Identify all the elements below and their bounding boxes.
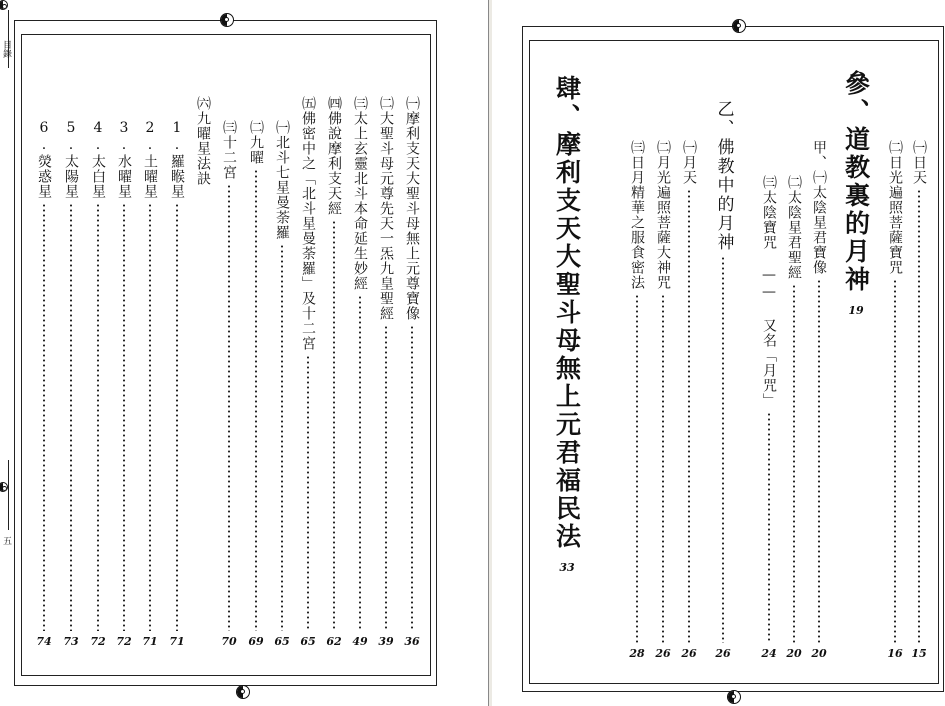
toc-entry-title: ㈠摩利支天大聖斗母無上元尊寶像 bbox=[404, 96, 420, 321]
toc-entry bbox=[785, 175, 803, 660]
toc-entry-title: 4.太白星 bbox=[90, 120, 106, 199]
yinyang-icon bbox=[236, 685, 250, 699]
toc-entry-title: 5.太陽星 bbox=[63, 120, 79, 199]
toc-entry bbox=[273, 120, 291, 648]
toc-page-number: 70 bbox=[221, 635, 237, 648]
yinyang-icon bbox=[0, 0, 8, 10]
toc-page-number: 16 bbox=[887, 647, 903, 660]
toc-page-number: 74 bbox=[36, 635, 52, 648]
dot-leader bbox=[228, 184, 230, 631]
dot-leader bbox=[662, 294, 664, 643]
toc-page-number: 49 bbox=[352, 635, 368, 648]
dot-leader bbox=[307, 355, 309, 631]
toc-entry bbox=[910, 140, 928, 660]
dot-leader bbox=[255, 169, 257, 631]
dot-leader bbox=[411, 325, 413, 631]
dot-leader bbox=[176, 203, 178, 631]
toc-entry-title: 3.水曜星 bbox=[116, 120, 132, 199]
toc-page-number: 71 bbox=[142, 635, 158, 648]
toc-entry bbox=[760, 175, 778, 660]
toc-page-number: 65 bbox=[300, 635, 316, 648]
page-frame-inner bbox=[529, 40, 939, 684]
toc-page-number: 28 bbox=[629, 647, 645, 660]
toc-page-number: 24 bbox=[761, 647, 777, 660]
toc-page-number: 19 bbox=[848, 304, 864, 317]
dot-leader bbox=[43, 203, 45, 631]
dot-leader bbox=[636, 294, 638, 643]
toc-entry-title: ㈣佛說摩利支天經 bbox=[326, 96, 342, 216]
toc-entry bbox=[351, 96, 369, 648]
toc-entry-title: 乙、佛教中的月神 bbox=[713, 100, 734, 252]
toc-entry-title: ㈥九曜星法訣 bbox=[195, 96, 211, 186]
toc-page-number: 36 bbox=[404, 635, 420, 648]
toc-entry bbox=[403, 96, 421, 648]
toc-entry-title: ㈡大聖斗母元尊先天一炁九皇聖經 bbox=[378, 96, 394, 321]
toc-entry bbox=[377, 96, 395, 648]
toc-entry-title: ㈡日光遍照菩薩寶咒 bbox=[887, 140, 903, 275]
dot-leader bbox=[281, 244, 283, 631]
toc-page-number: 72 bbox=[116, 635, 132, 648]
toc-page-number: 72 bbox=[90, 635, 106, 648]
toc-entry-title: 肆、摩利支天大聖斗母無上元君福民法 bbox=[552, 75, 582, 551]
yinyang-icon bbox=[727, 690, 741, 704]
toc-entry-title: ㈡九曜 bbox=[248, 120, 264, 165]
toc-entry bbox=[299, 96, 317, 648]
toc-entry-title: 2.土曜星 bbox=[142, 120, 158, 199]
toc-entry-title: ㈠北斗七星曼荼羅 bbox=[274, 120, 290, 240]
toc-entry-title: 1.羅睺星 bbox=[169, 120, 185, 199]
dot-leader bbox=[818, 279, 820, 643]
dot-leader bbox=[918, 189, 920, 643]
dot-leader bbox=[359, 295, 361, 631]
toc-entry bbox=[680, 140, 698, 660]
dot-leader bbox=[149, 203, 151, 631]
toc-page-number: 65 bbox=[274, 635, 290, 648]
dot-leader bbox=[70, 203, 72, 631]
toc-page-number: 26 bbox=[715, 647, 731, 660]
dot-leader bbox=[768, 412, 770, 643]
toc-page-number: 62 bbox=[326, 635, 342, 648]
toc-entry bbox=[810, 140, 828, 660]
toc-page-number: 20 bbox=[786, 647, 802, 660]
toc-entry bbox=[247, 120, 265, 648]
toc-page-number: 26 bbox=[655, 647, 671, 660]
side-tab-top bbox=[0, 10, 9, 68]
dot-leader bbox=[333, 220, 335, 631]
toc-entry bbox=[220, 120, 238, 648]
toc-entry bbox=[141, 120, 159, 648]
yinyang-icon bbox=[220, 13, 234, 27]
toc-entry-title: ㈢日月精華之服食密法 bbox=[629, 140, 645, 290]
side-label: 目錄 bbox=[1, 40, 11, 58]
toc-page-number: 71 bbox=[169, 635, 185, 648]
toc-entry bbox=[628, 140, 646, 660]
dot-leader bbox=[688, 189, 690, 643]
side-tab-bottom bbox=[0, 460, 9, 530]
toc-entry-title: ㈡月光遍照菩薩大神咒 bbox=[655, 140, 671, 290]
toc-entry bbox=[62, 120, 80, 648]
toc-page-number: 33 bbox=[559, 561, 575, 574]
toc-entry-title: ㈢太上玄靈北斗本命延生妙經 bbox=[352, 96, 368, 291]
toc-entry bbox=[654, 140, 672, 660]
dot-leader bbox=[385, 325, 387, 631]
toc-entry-title: 6.熒惑星 bbox=[36, 120, 52, 199]
toc-page-number: 39 bbox=[378, 635, 394, 648]
side-page-number: 五 bbox=[1, 536, 11, 545]
toc-entry bbox=[194, 96, 212, 648]
toc-entry bbox=[115, 120, 133, 648]
toc-page-number: 15 bbox=[911, 647, 927, 660]
toc-page-number: 20 bbox=[811, 647, 827, 660]
toc-entry bbox=[551, 75, 583, 605]
toc-entry-title: 參、道教裏的月神 bbox=[841, 70, 871, 294]
dot-leader bbox=[894, 279, 896, 643]
dot-leader bbox=[97, 203, 99, 631]
toc-entry bbox=[840, 70, 872, 360]
toc-entry bbox=[325, 96, 343, 648]
toc-entry-title: ㈢十二宮 bbox=[221, 120, 237, 180]
toc-entry bbox=[712, 100, 734, 660]
right-page bbox=[492, 0, 945, 706]
toc-entry-title: ㈠日天 bbox=[911, 140, 927, 185]
dot-leader bbox=[722, 256, 724, 643]
dot-leader bbox=[793, 284, 795, 643]
toc-entry-title: ㈡太陰星君聖經 bbox=[786, 175, 802, 280]
dot-leader bbox=[123, 203, 125, 631]
yinyang-icon bbox=[732, 19, 746, 33]
toc-page-number: 73 bbox=[63, 635, 79, 648]
toc-entry-title: ㈢太陰寶咒 —— 又名「月咒」 bbox=[761, 175, 777, 408]
toc-entry-title: ㈤佛密中之「北斗星曼荼羅」及十二宮 bbox=[300, 96, 316, 351]
toc-entry bbox=[89, 120, 107, 648]
toc-entry-title: 甲、㈠太陰星君寶像 bbox=[811, 140, 827, 275]
toc-entry bbox=[35, 120, 53, 648]
toc-page-number: 69 bbox=[248, 635, 264, 648]
toc-page-number: 26 bbox=[681, 647, 697, 660]
toc-entry bbox=[886, 140, 904, 660]
toc-entry bbox=[168, 120, 186, 648]
toc-entry-title: ㈠月天 bbox=[681, 140, 697, 185]
